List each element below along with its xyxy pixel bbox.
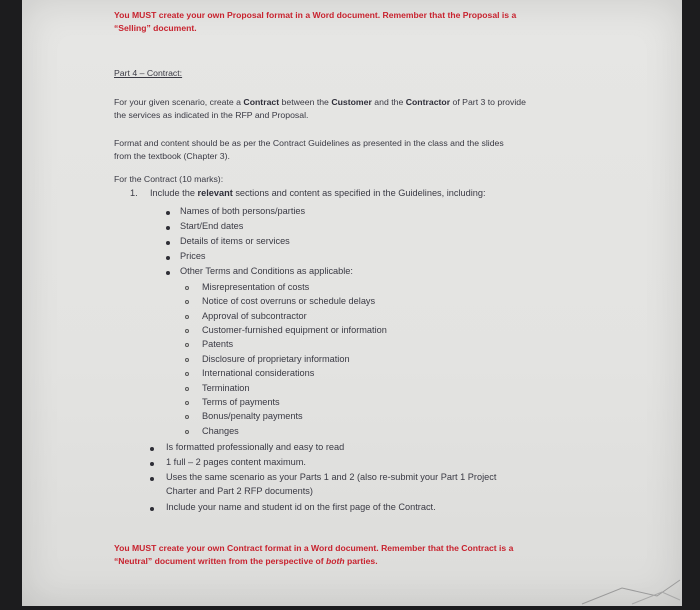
item1-pre: Include the bbox=[150, 188, 198, 198]
intro-text: For your given scenario, create a bbox=[114, 97, 244, 107]
bullet-item: Details of items or services bbox=[180, 236, 290, 246]
footer-note bbox=[114, 542, 513, 568]
sub-item: International considerations bbox=[202, 368, 315, 378]
sub-item: Terms of payments bbox=[202, 397, 280, 407]
intro-text: of Part 3 to provide bbox=[450, 97, 526, 107]
intro-bold-contractor: Contractor bbox=[405, 97, 451, 107]
item1-text bbox=[150, 186, 486, 200]
sub-item: Changes bbox=[202, 426, 239, 436]
bullet-item: Other Terms and Conditions as applicable: bbox=[180, 266, 353, 276]
outer-bullet-item: Is formatted professionally and easy to read bbox=[166, 442, 345, 452]
circle-bullet-icon bbox=[185, 315, 189, 319]
intro-paragraph bbox=[114, 96, 526, 122]
circle-bullet-icon bbox=[185, 415, 189, 419]
intro-text: between the bbox=[279, 97, 332, 107]
format-note-line2: from the textbook (Chapter 3). bbox=[114, 151, 230, 161]
circle-bullet-icon bbox=[185, 286, 189, 290]
sub-item: Termination bbox=[202, 383, 250, 393]
circle-bullet-icon bbox=[185, 300, 189, 304]
sub-item: Misrepresentation of costs bbox=[202, 282, 310, 292]
circle-bullet-icon bbox=[185, 372, 189, 376]
bullet-item: Names of both persons/parties bbox=[180, 206, 306, 216]
item-number: 1. bbox=[130, 188, 138, 198]
bullet-icon bbox=[166, 271, 170, 275]
circle-bullet-icon bbox=[185, 358, 189, 362]
sub-item: Patents bbox=[202, 339, 234, 349]
bullet-icon bbox=[150, 447, 154, 451]
bullet-icon bbox=[150, 507, 154, 511]
bullet-icon bbox=[150, 477, 154, 481]
circle-bullet-icon bbox=[185, 401, 189, 405]
circle-bullet-icon bbox=[185, 329, 189, 333]
outer-bullet-item: 1 full – 2 pages content maximum. bbox=[166, 457, 306, 467]
sub-item: Approval of subcontractor bbox=[202, 311, 307, 321]
bullet-icon bbox=[166, 241, 170, 245]
header-note bbox=[114, 9, 516, 35]
header-note-line1: You MUST create your own Proposal format in a Word document. Remember that the Proposal is a bbox=[114, 10, 517, 20]
intro-bold-contract: Contract bbox=[243, 97, 280, 107]
bullet-icon bbox=[166, 211, 170, 215]
bullet-icon bbox=[166, 256, 170, 260]
intro-bold-customer: Customer bbox=[331, 97, 372, 107]
sub-item: Bonus/penalty payments bbox=[202, 411, 303, 421]
footer-note-line2 bbox=[114, 555, 513, 568]
outer-bullet-item: Uses the same scenario as your Parts 1 and 2 (also re-submit your Part 1 Project bbox=[166, 472, 497, 482]
format-note bbox=[114, 137, 504, 163]
footer-note-text: parties. bbox=[344, 556, 378, 566]
document-page bbox=[22, 0, 682, 606]
outer-bullet-item: Include your name and student id on the first page of the Contract. bbox=[166, 502, 436, 512]
outer-bullet-item-continued: Charter and Part 2 RFP documents) bbox=[166, 486, 313, 496]
item1-bold: relevant bbox=[197, 188, 233, 198]
bullet-icon bbox=[150, 462, 154, 466]
circle-bullet-icon bbox=[185, 430, 189, 434]
circle-bullet-icon bbox=[185, 343, 189, 347]
footer-note-text: “Neutral” document written from the perspective of bbox=[114, 556, 327, 566]
sub-item: Customer-furnished equipment or information bbox=[202, 325, 387, 335]
bullet-item: Prices bbox=[180, 251, 206, 261]
part-heading: Part 4 – Contract: bbox=[114, 68, 183, 78]
sub-item: Disclosure of proprietary information bbox=[202, 354, 350, 364]
marks-label: For the Contract (10 marks): bbox=[114, 174, 224, 184]
header-note-line2: “Selling” document. bbox=[114, 23, 197, 33]
footer-note-emphasis: both bbox=[326, 556, 345, 566]
intro-text: and the bbox=[371, 97, 406, 107]
sub-item: Notice of cost overruns or schedule delays bbox=[202, 296, 376, 306]
pen-sketch-marks bbox=[562, 566, 682, 606]
format-note-line1: Format and content should be as per the Contract Guidelines as presented in the class and the slides bbox=[114, 138, 504, 148]
footer-note-line1: You MUST create your own Contract format in a Word document. Remember that the Contract is a bbox=[114, 543, 514, 553]
item1-post: sections and content as specified in the Guidelines, including: bbox=[232, 188, 486, 198]
bullet-icon bbox=[166, 226, 170, 230]
intro-line2: the services as indicated in the RFP and Proposal. bbox=[114, 110, 309, 120]
circle-bullet-icon bbox=[185, 387, 189, 391]
intro-line1 bbox=[114, 96, 526, 109]
bullet-item: Start/End dates bbox=[180, 221, 244, 231]
